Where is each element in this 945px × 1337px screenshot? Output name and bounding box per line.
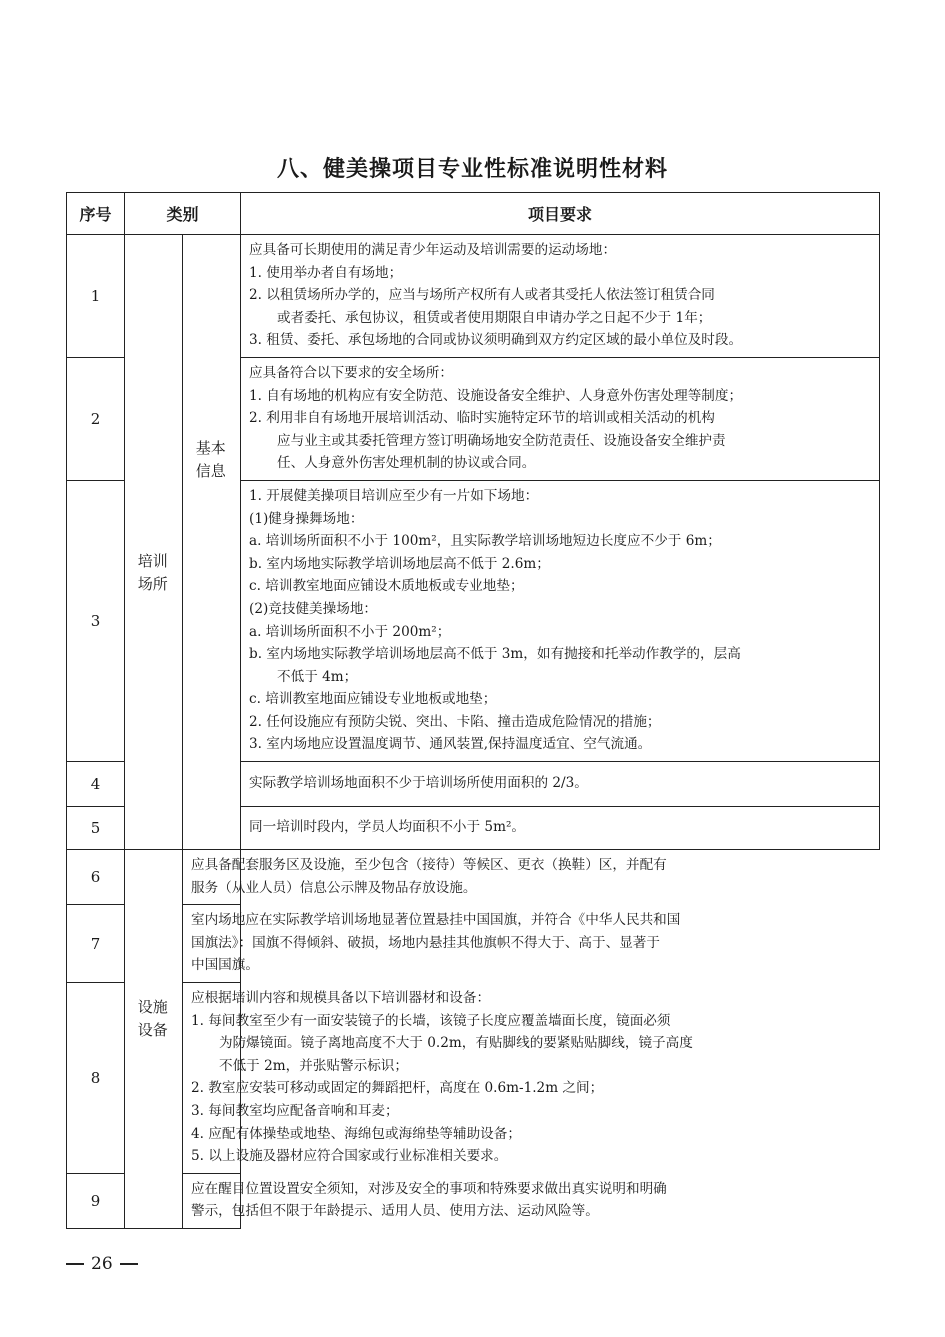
table-row [67,983,880,1174]
table-row [67,850,880,905]
requirement-cell: 应具备符合以下要求的安全场所： 1. 自有场地的机构应有安全防范、设施设备安全维护、人身意外伤害处理等制度； 2. 利用非自有场地开展培训活动、临时实施特定环节的培训或相关活动的机构 应与业主或其委托管理方签订明确场地安全防范责任、设施设备安全维护责 任、人身意外伤害处理机制的协议或合同。 [241,357,880,480]
page-title: 八、健美操项目专业性标准说明性材料 [276,157,668,182]
table-row [67,235,880,358]
requirement-cell: 实际教学培训场地面积不少于培训场所使用面积的 2/3。 [241,762,880,807]
page-number: 26 [91,1254,113,1274]
row-number: 9 [67,1173,125,1228]
page-footer [66,1254,138,1274]
row-number: 3 [67,480,125,761]
row-number: 1 [67,235,125,358]
requirement-cell: 应具备可长期使用的满足青少年运动及培训需要的运动场地： 1. 使用举办者自有场地； 2. 以租赁场所办学的，应当与场所产权所有人或者其受托人依法签订租赁合同 或者委托、承包协议，租赁或者使用期限自申请办学之日起不少于 1年； 3. 租赁、委托、承包场地的合同或协议须明确到双方约定区域的最小单位及时段。 [241,235,880,358]
requirement-cell: 室内场地应在实际教学培训场地显著位置悬挂中国国旗，并符合《中华人民共和国 国旗法》：国旗不得倾斜、破损，场地内悬挂其他旗帜不得大于、高于、显著于 中国国旗。 [183,905,241,983]
requirements-table [66,192,880,1229]
category-training-venue: 培训场所 [125,235,183,850]
requirement-cell: 应在醒目位置设置安全须知，对涉及安全的事项和特殊要求做出真实说明和明确 警示，包括但不限于年龄提示、适用人员、使用方法、运动风险等。 [183,1173,241,1228]
table-row [67,1173,880,1228]
row-number: 8 [67,983,125,1174]
footer-dash-right [120,1263,138,1265]
header-category: 类别 [125,193,241,235]
table-row [67,905,880,983]
row-number: 2 [67,357,125,480]
subcategory-basic-info: 基本信息 [183,235,241,850]
requirement-cell: 1. 开展健美操项目培训应至少有一片如下场地： (1)健身操舞场地： a. 培训场所面积不小于 100m²，且实际教学培训场地短边长度应不少于 6m； b. 室内场地实际教学培训场地层高不低于 2.6m； c. 培训教室地面应铺设木质地板或专业地垫； (2)竞技健美操场地： a. 培训场所面积不小于 200m²； b. 室内场地实际教学培训场地层高不低于 3m，如有抛接和托举动作教学的，层高 不低于 4m； c. 培训教室地面应铺设专业地板或地垫； 2. 任何设施应有预防尖锐、突出、卡陷、撞击造成危险情况的措施； 3. 室内场地应设置温度调节、通风装置,保持温度适宜、空气流通。 [241,480,880,761]
row-number: 7 [67,905,125,983]
row-number: 4 [67,762,125,807]
requirement-cell: 应根据培训内容和规模具备以下培训器材和设备： 1. 每间教室至少有一面安装镜子的长墙，该镜子长度应覆盖墙面长度，镜面必须 为防爆镜面。镜子离地高度不大于 0.2m，有贴脚线的要紧贴贴脚线，镜子高度 不低于 2m，并张贴警示标识； 2. 教室应安装可移动或固定的舞蹈把杆，高度在 0.6m-1.2m 之间； 3. 每间教室均应配备音响和耳麦； 4. 应配有体操垫或地垫、海绵包或海绵垫等辅助设备； 5. 以上设施及器材应符合国家或行业标准相关要求。 [183,983,241,1174]
row-number: 5 [67,807,125,850]
requirement-cell: 同一培训时段内，学员人均面积不小于 5m²。 [241,807,880,850]
row-number: 6 [67,850,125,905]
header-requirements: 项目要求 [241,193,880,235]
header-no: 序号 [67,193,125,235]
table-header-row [67,193,880,235]
subcategory-facilities: 设施设备 [125,850,183,1229]
footer-dash-left [66,1263,84,1265]
requirement-cell: 应具备配套服务区及设施，至少包含（接待）等候区、更衣（换鞋）区，并配有 服务（从业人员）信息公示牌及物品存放设施。 [183,850,241,905]
